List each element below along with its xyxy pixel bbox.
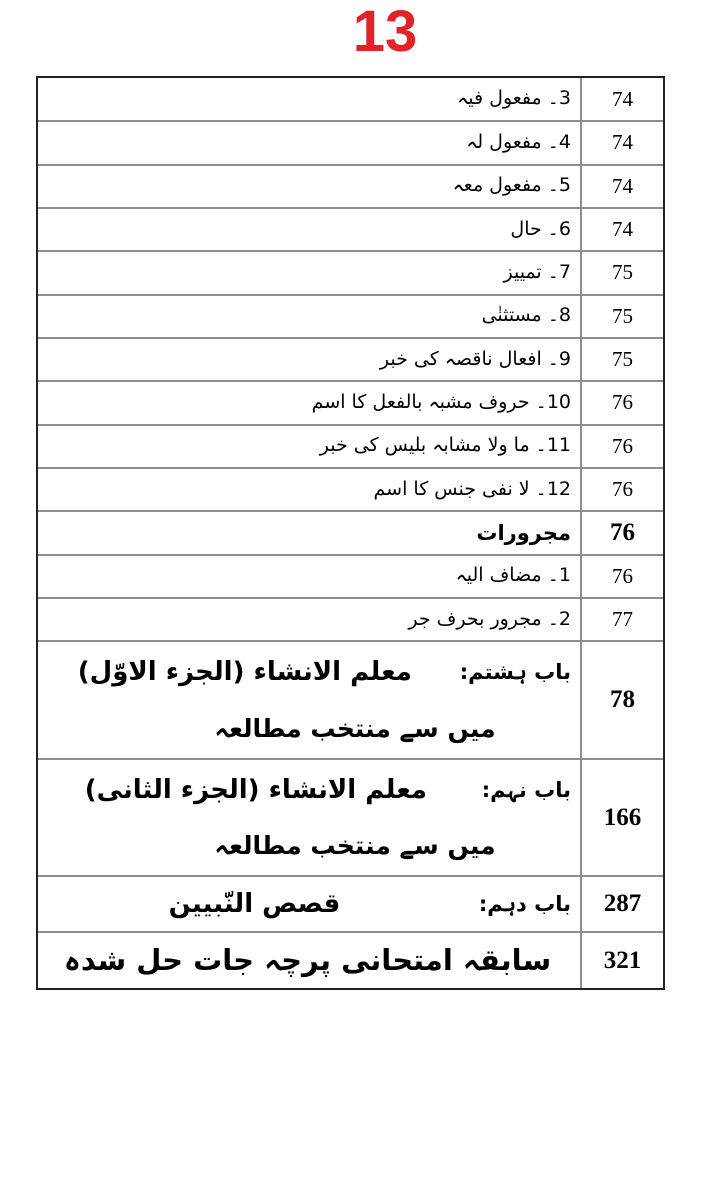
toc-chapter-row bbox=[38, 759, 663, 877]
entry-title-cell: 12۔ لا نفی جنس کا اسم bbox=[38, 468, 581, 511]
chapter-subtitle: میں سے منتخب مطالعہ bbox=[214, 831, 496, 861]
toc-row bbox=[38, 555, 663, 598]
toc-section-row bbox=[38, 511, 663, 554]
page-number-cell: 76 bbox=[581, 511, 663, 554]
toc-row bbox=[38, 165, 663, 208]
toc-row bbox=[38, 121, 663, 164]
chapter-title: معلم الانشاء (الجزء الاوّل) bbox=[77, 657, 412, 688]
page-number-cell: 76 bbox=[581, 555, 663, 598]
toc-row bbox=[38, 295, 663, 338]
toc-row bbox=[38, 425, 663, 468]
page-number-cell: 76 bbox=[581, 381, 663, 424]
toc-chapter-row bbox=[38, 641, 663, 759]
page-number-cell: 75 bbox=[581, 295, 663, 338]
toc-row bbox=[38, 251, 663, 294]
page-number-cell: 74 bbox=[581, 165, 663, 208]
chapter-title: قصص النّبیین bbox=[168, 889, 341, 920]
toc-row bbox=[38, 208, 663, 251]
chapter-label: باب ہشتم: bbox=[459, 660, 571, 685]
entry-title-cell: 6۔ حال bbox=[38, 208, 581, 251]
entry-title-cell: سابقہ امتحانی پرچہ جات حل شدہ bbox=[63, 943, 552, 978]
page-number-cell: 77 bbox=[581, 598, 663, 641]
toc-row bbox=[38, 598, 663, 641]
chapter-subtitle: میں سے منتخب مطالعہ bbox=[214, 713, 496, 743]
page-number-cell: 166 bbox=[581, 759, 663, 877]
toc-row bbox=[38, 468, 663, 511]
entry-title-cell: 10۔ حروف مشبہ بالفعل کا اسم bbox=[38, 381, 581, 424]
entry-title-cell: 11۔ ما ولا مشابہ بلیس کی خبر bbox=[38, 425, 581, 468]
entry-title-cell: 2۔ مجرور بحرف جر bbox=[38, 598, 581, 641]
toc-row bbox=[38, 381, 663, 424]
page-number-cell: 75 bbox=[581, 338, 663, 381]
entry-title-cell: 9۔ افعال ناقصہ کی خبر bbox=[38, 338, 581, 381]
entry-title-cell: 1۔ مضاف الیہ bbox=[38, 555, 581, 598]
chapter-label: باب دہم: bbox=[478, 892, 571, 917]
page-number-cell: 75 bbox=[581, 251, 663, 294]
page-header-number: 13 bbox=[352, 0, 418, 64]
entry-title-cell: 3۔ مفعول فیہ bbox=[457, 87, 571, 110]
section-title-cell: مجرورات bbox=[38, 511, 581, 554]
toc-table bbox=[38, 78, 663, 988]
entry-title-cell: 7۔ تمییز bbox=[38, 251, 581, 294]
page-number-cell: 76 bbox=[581, 468, 663, 511]
page-number-cell: 321 bbox=[581, 932, 663, 988]
toc-table-frame bbox=[36, 76, 665, 990]
page-number-cell: 74 bbox=[581, 208, 663, 251]
toc-row bbox=[38, 932, 663, 988]
chapter-cell bbox=[44, 888, 571, 921]
chapter-cell bbox=[44, 644, 571, 756]
page-number-cell: 74 bbox=[581, 78, 663, 121]
toc-chapter-row bbox=[38, 876, 663, 932]
toc-row bbox=[38, 78, 663, 121]
entry-title-cell: 5۔ مفعول معہ bbox=[38, 165, 581, 208]
page-number-cell: 76 bbox=[581, 425, 663, 468]
chapter-label: باب نہم: bbox=[481, 777, 571, 802]
entry-title-cell: 4۔ مفعول لہ bbox=[38, 121, 581, 164]
page-number-cell: 78 bbox=[581, 641, 663, 759]
chapter-cell bbox=[44, 762, 571, 874]
page-number-cell: 74 bbox=[581, 121, 663, 164]
entry-title-cell: 8۔ مستثنٰی bbox=[38, 295, 581, 338]
toc-row bbox=[38, 338, 663, 381]
chapter-title: معلم الانشاء (الجزء الثانی) bbox=[84, 774, 427, 805]
page-number-cell: 287 bbox=[581, 876, 663, 932]
